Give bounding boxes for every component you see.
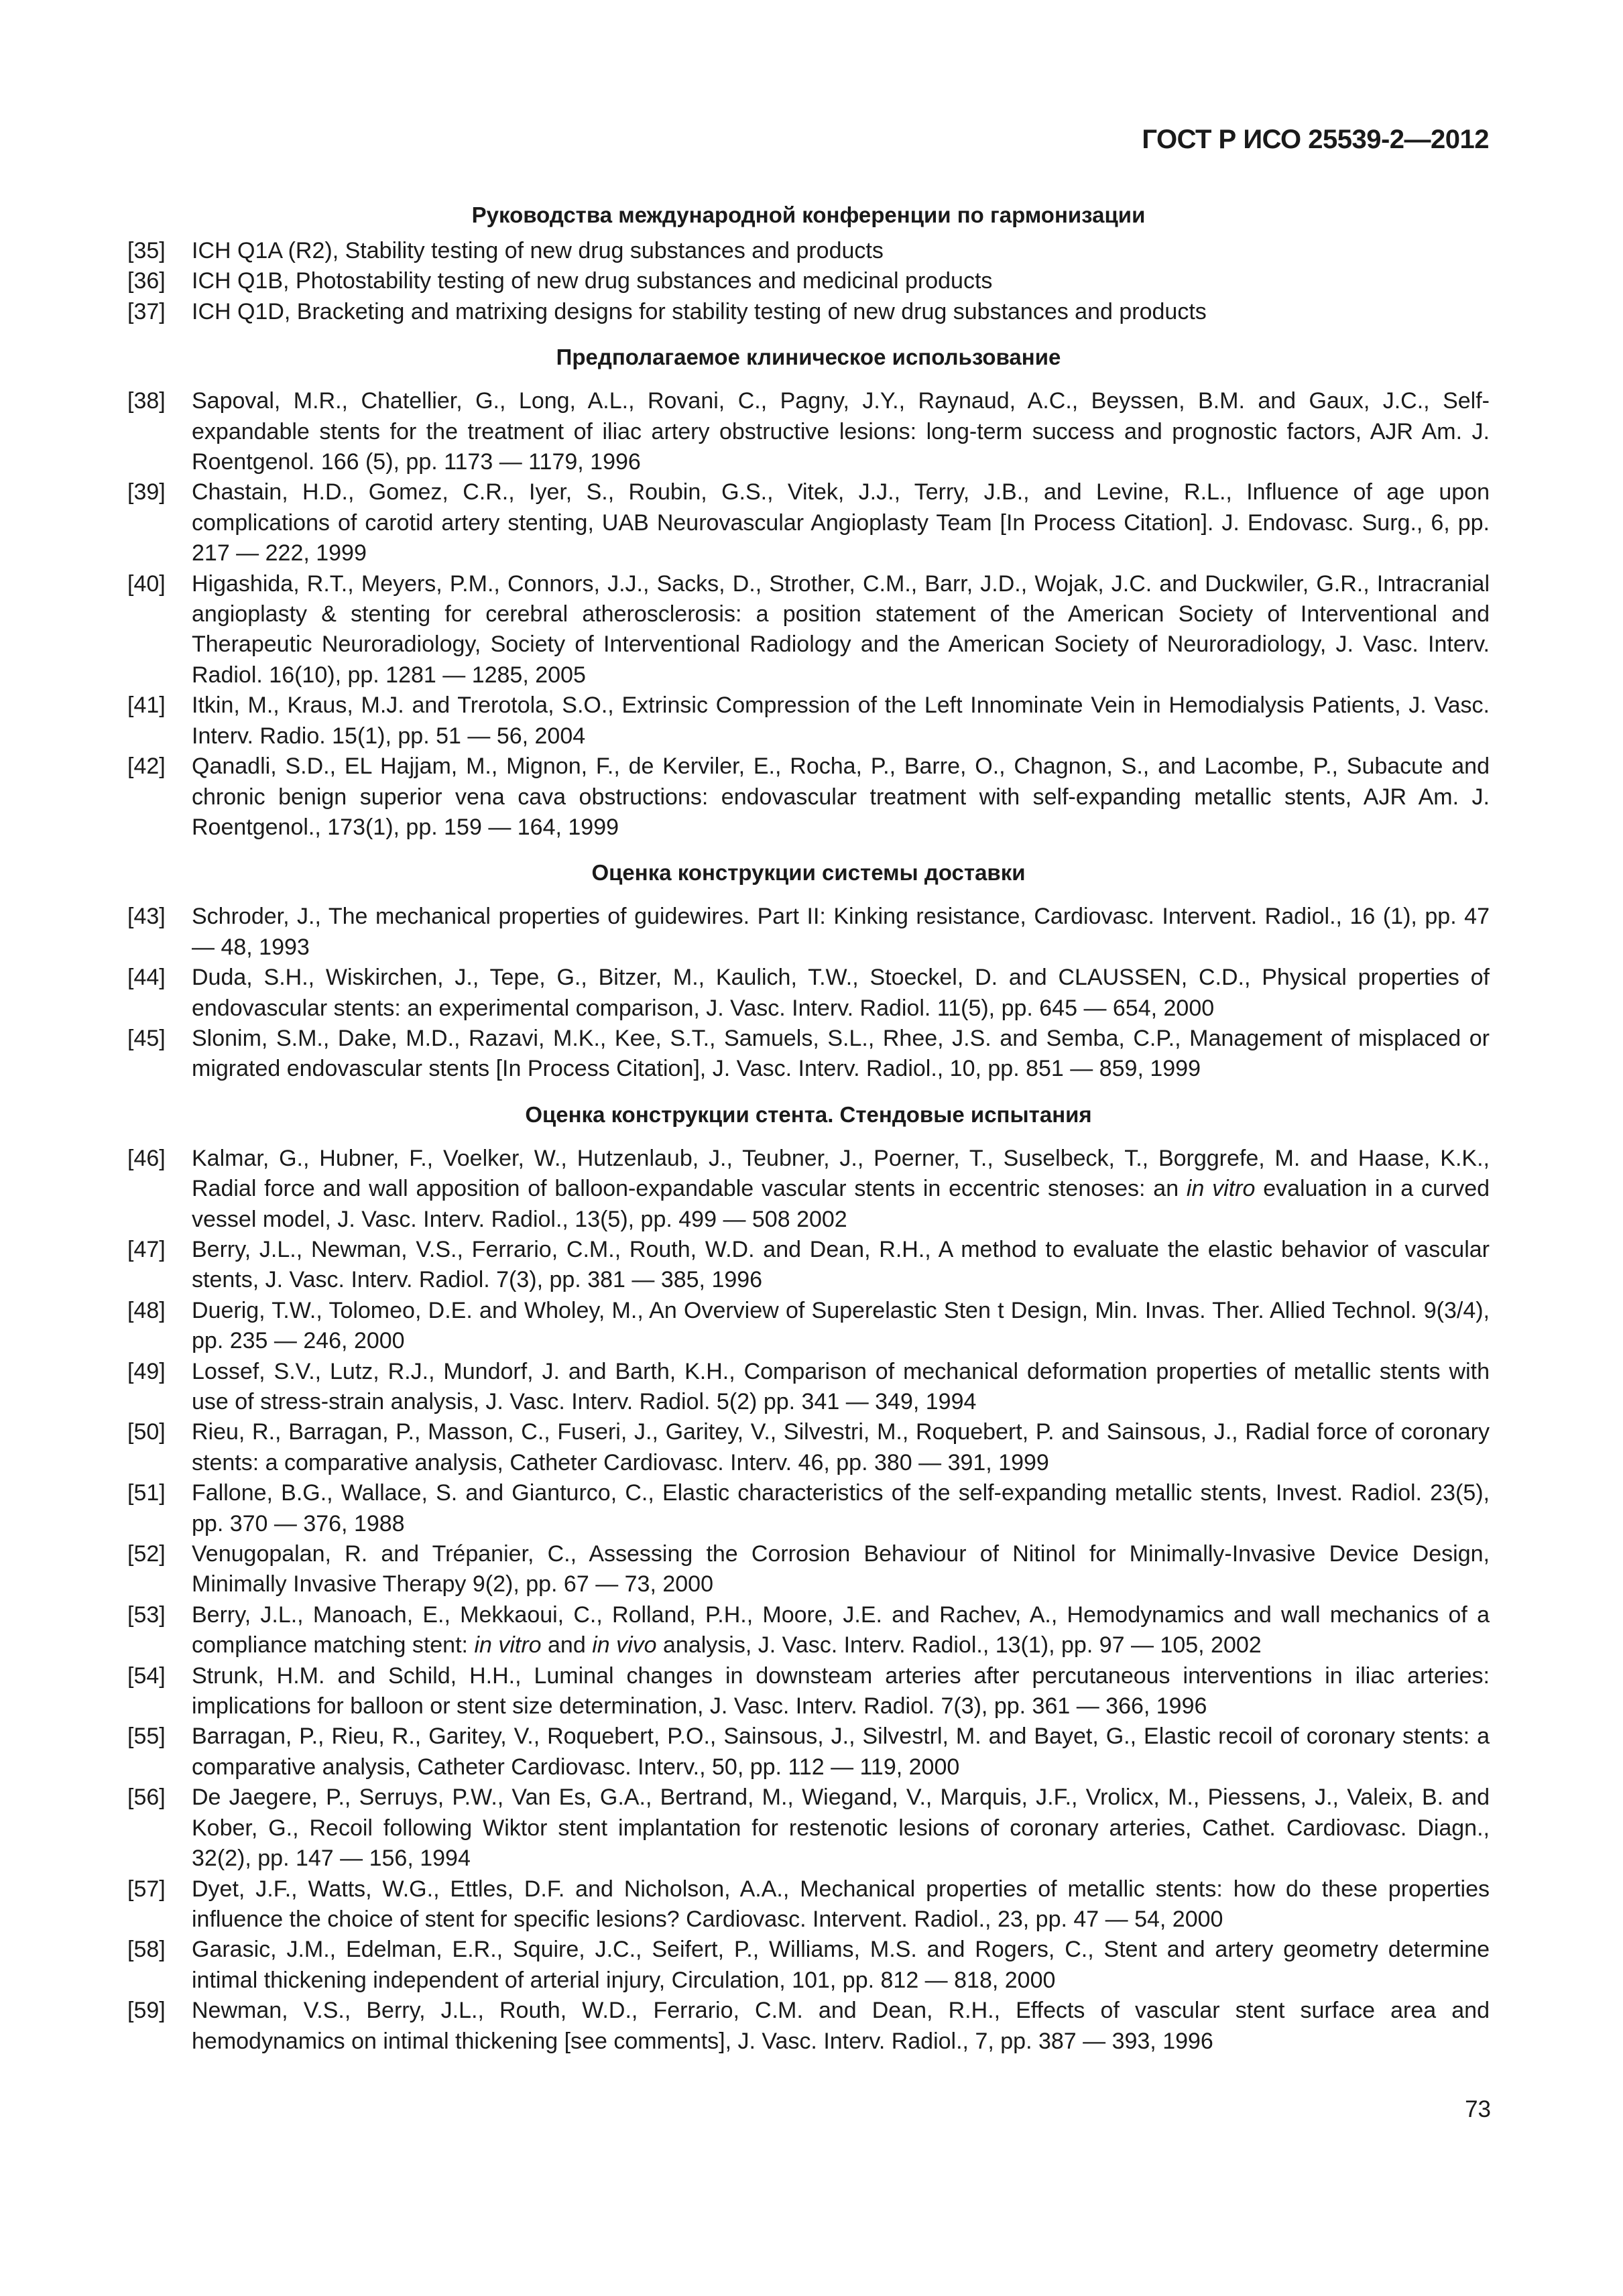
reference-item	[127, 1144, 1490, 1235]
reference-item	[127, 297, 1490, 327]
reference-item	[127, 963, 1490, 1024]
reference-text: ICH Q1B, Photostability testing of new drug substances and medicinal products	[192, 268, 993, 294]
reference-number: [56]	[127, 1785, 166, 1811]
reference-number: [59]	[127, 1998, 166, 2024]
reference-list	[127, 1144, 1490, 2057]
reference-number: [57]	[127, 1876, 166, 1902]
reference-text: Venugopalan, R. and Trépanier, C., Assessing the Corrosion Behaviour of Nitinol for Minimally-Invasive Device Design, Minimally Invasive Therapy 9(2), pp. 67 — 73, 2000	[192, 1541, 1490, 1597]
reference-text: Duerig, T.W., Tolomeo, D.E. and Wholey, M., An Overview of Superelastic Sten t Design, Min. Invas. Ther. Allied Technol. 9(3/4), pp. 235 — 246, 2000	[192, 1297, 1490, 1354]
document-standard-id: ГОСТ Р ИСО 25539-2—2012	[1142, 125, 1489, 154]
reference-text: Fallone, B.G., Wallace, S. and Gianturco, C., Elastic characteristics of the self-expanding metallic stents, Invest. Radiol. 23(5), pp. 370 — 376, 1988	[192, 1480, 1490, 1536]
reference-item	[127, 1478, 1490, 1539]
reference-list	[127, 236, 1490, 327]
reference-item	[127, 1539, 1490, 1600]
reference-text: Schroder, J., The mechanical properties of guidewires. Part II: Kinking resistance, Cardiovasc. Intervent. Radiol., 16 (1), pp. 47 — 48, 1993	[192, 904, 1490, 960]
reference-number: [35]	[127, 238, 166, 263]
reference-item	[127, 477, 1490, 568]
reference-number: [55]	[127, 1724, 166, 1750]
reference-item	[127, 1935, 1490, 1996]
reference-item	[127, 1235, 1490, 1296]
reference-text: Kalmar, G., Hubner, F., Voelker, W., Hutzenlaub, J., Teubner, J., Poerner, T., Suselbeck, T., Borggrefe, M. and Haase, K.K., Radial force and wall apposition of balloon-expandable vascular stents in eccentric stenoses: an in vitro evaluation in a curved vessel model, J. Vasc. Interv. Radiol., 13(5), pp. 499 — 508 2002	[192, 1145, 1490, 1232]
reference-number: [54]	[127, 1663, 166, 1689]
section-title-harmonization: Руководства международной конференции по гармонизации	[471, 202, 1146, 227]
reference-number: [48]	[127, 1297, 166, 1323]
reference-number: [37]	[127, 298, 166, 324]
reference-list	[127, 386, 1490, 843]
reference-text: De Jaegere, P., Serruys, P.W., Van Es, G.A., Bertrand, M., Wiegand, V., Marquis, J.F., Vrolicx, M., Piessens, J., Valeix, B. and Kober, G., Recoil following Wiktor stent implantation for restenotic lesions of coronary arteries, Cathet. Cardiovasc. Diagn., 32(2), pp. 147 — 156, 1994	[192, 1785, 1490, 1872]
reference-number: [46]	[127, 1145, 166, 1171]
reference-text: Rieu, R., Barragan, P., Masson, C., Fuseri, J., Garitey, V., Silvestri, M., Roquebert, P. and Sainsous, J., Radial force of coronary stents: a comparative analysis, Catheter Cardiovasc. Interv. 46, pp. 380 — 391, 1999	[192, 1419, 1490, 1475]
reference-item	[127, 690, 1490, 751]
reference-number: [52]	[127, 1541, 166, 1567]
reference-number: [44]	[127, 965, 166, 991]
section-title-delivery-system: Оценка конструкции системы доставки	[591, 860, 1026, 886]
reference-text: Garasic, J.M., Edelman, E.R., Squire, J.C., Seifert, P., Williams, M.S. and Rogers, C., Stent and artery geometry determine intimal thickening independent of arterial injury, Circulation, 101, pp. 812 — 818, 2000	[192, 1937, 1490, 1993]
reference-item	[127, 1783, 1490, 1874]
reference-number: [38]	[127, 388, 166, 414]
reference-item	[127, 1661, 1490, 1722]
reference-number: [42]	[127, 753, 166, 780]
reference-text: Duda, S.H., Wiskirchen, J., Tepe, G., Bitzer, M., Kaulich, T.W., Stoeckel, D. and CLAUSSEN, C.D., Physical properties of endovascular stents: an experimental comparison, J. Vasc. Interv. Radiol. 11(5), pp. 645 — 654, 2000	[192, 965, 1490, 1021]
reference-number: [47]	[127, 1236, 166, 1262]
reference-item	[127, 751, 1490, 843]
reference-text: Higashida, R.T., Meyers, P.M., Connors, J.J., Sacks, D., Strother, C.M., Barr, J.D., Wojak, J.C. and Duckwiler, G.R., Intracranial angioplasty & stenting for cerebral atherosclerosis: a position statement of the American Society of Interventional and Therapeutic Neuroradiology, Society of Interventional Radiology and the American Society of Neuroradiology, J. Vasc. Interv. Radiol. 16(10), pp. 1281 — 1285, 2005	[192, 570, 1490, 688]
reference-number: [50]	[127, 1419, 166, 1445]
reference-item	[127, 569, 1490, 691]
bibliography	[127, 200, 1490, 2057]
section-title-clinical-use: Предполагаемое клиническое использование	[556, 345, 1061, 370]
reference-number: [41]	[127, 692, 166, 719]
reference-item	[127, 236, 1490, 266]
reference-item	[127, 386, 1490, 477]
reference-text: Strunk, H.M. and Schild, H.H., Luminal changes in downsteam arteries after percutaneous interventions in iliac arteries: implications for balloon or stent size determination, J. Vasc. Interv. Radiol. 7(3), pp. 361 — 366, 1996	[192, 1663, 1490, 1719]
reference-text: Lossef, S.V., Lutz, R.J., Mundorf, J. and Barth, K.H., Comparison of mechanical deformation properties of metallic stents with use of stress-strain analysis, J. Vasc. Interv. Radiol. 5(2) pp. 341 — 349, 1994	[192, 1358, 1490, 1414]
reference-number: [53]	[127, 1602, 166, 1628]
reference-text: Dyet, J.F., Watts, W.G., Ettles, D.F. and Nicholson, A.A., Mechanical properties of metallic stents: how do these properties influence the choice of stent for specific lesions? Cardiovasc. Intervent. Radiol., 23, pp. 47 — 54, 2000	[192, 1876, 1490, 1932]
reference-item	[127, 1417, 1490, 1478]
section-title-bench-testing: Оценка конструкции стента. Стендовые испытания	[525, 1101, 1092, 1127]
reference-number: [58]	[127, 1937, 166, 1963]
reference-text: Berry, J.L., Newman, V.S., Ferrario, C.M., Routh, W.D. and Dean, R.H., A method to evaluate the elastic behavior of vascular stents, J. Vasc. Interv. Radiol. 7(3), pp. 381 — 385, 1996	[192, 1236, 1490, 1293]
reference-item	[127, 1024, 1490, 1085]
reference-number: [45]	[127, 1025, 166, 1051]
reference-number: [49]	[127, 1358, 166, 1384]
reference-item	[127, 1721, 1490, 1783]
reference-text: Newman, V.S., Berry, J.L., Routh, W.D., Ferrario, C.M. and Dean, R.H., Effects of vascular stent surface area and hemodynamics on intimal thickening [see comments], J. Vasc. Interv. Radiol., 7, pp. 387 — 393, 1996	[192, 1998, 1490, 2054]
reference-item	[127, 902, 1490, 963]
reference-text: Slonim, S.M., Dake, M.D., Razavi, M.K., Kee, S.T., Samuels, S.L., Rhee, J.S. and Semba, C.P., Management of misplaced or migrated endovascular stents [In Process Citation], J. Vasc. Interv. Radiol., 10, pp. 851 — 859, 1999	[192, 1025, 1490, 1082]
reference-number: [43]	[127, 904, 166, 930]
page-number: 73	[1465, 2096, 1491, 2122]
reference-text: Itkin, M., Kraus, M.J. and Trerotola, S.O., Extrinsic Compression of the Left Innominate Vein in Hemodialysis Patients, J. Vasc. Interv. Radio. 15(1), pp. 51 — 56, 2004	[192, 692, 1490, 749]
reference-item	[127, 266, 1490, 296]
reference-list	[127, 902, 1490, 1084]
reference-text: Qanadli, S.D., EL Hajjam, M., Mignon, F., de Kerviler, E., Rocha, P., Barre, O., Chagnon, S., and Lacombe, P., Subacute and chronic benign superior vena cava obstructions: endovascular treatment with self-expanding metallic stents, AJR Am. J. Roentgenol., 173(1), pp. 159 — 164, 1999	[192, 753, 1490, 840]
reference-item	[127, 1296, 1490, 1357]
reference-item	[127, 1357, 1490, 1418]
reference-number: [51]	[127, 1480, 166, 1506]
reference-number: [36]	[127, 268, 166, 294]
reference-number: [40]	[127, 570, 166, 597]
reference-text: Sapoval, M.R., Chatellier, G., Long, A.L., Rovani, C., Pagny, J.Y., Raynaud, A.C., Beyssen, B.M. and Gaux, J.C., Self-expandable stents for the treatment of iliac artery obstructive lesions: long-term success and prognostic factors, AJR Am. J. Roentgenol. 166 (5), pp. 1173 — 1179, 1996	[192, 388, 1490, 475]
reference-item	[127, 1600, 1490, 1661]
reference-item	[127, 1996, 1490, 2057]
reference-text: Barragan, P., Rieu, R., Garitey, V., Roquebert, P.O., Sainsous, J., Silvestrl, M. and Bayet, G., Elastic recoil of coronary stents: a comparative analysis, Catheter Cardiovasc. Interv., 50, pp. 112 — 119, 2000	[192, 1724, 1490, 1780]
reference-text: Chastain, H.D., Gomez, C.R., Iyer, S., Roubin, G.S., Vitek, J.J., Terry, J.B., and Levine, R.L., Influence of age upon complications of carotid artery stenting, UAB Neurovascular Angioplasty Team [In Process Citation]. J. Endovasc. Surg., 6, pp. 217 — 222, 1999	[192, 479, 1490, 566]
reference-number: [39]	[127, 479, 166, 505]
reference-text: ICH Q1A (R2), Stability testing of new drug substances and products	[192, 238, 884, 263]
reference-item	[127, 1874, 1490, 1935]
reference-text: ICH Q1D, Bracketing and matrixing designs for stability testing of new drug substances and products	[192, 298, 1207, 324]
reference-text: Berry, J.L., Manoach, E., Mekkaoui, C., Rolland, P.H., Moore, J.E. and Rachev, A., Hemodynamics and wall mechanics of a compliance matching stent: in vitro and in vivo analysis, J. Vasc. Interv. Radiol., 13(1), pp. 97 — 105, 2002	[192, 1602, 1490, 1658]
